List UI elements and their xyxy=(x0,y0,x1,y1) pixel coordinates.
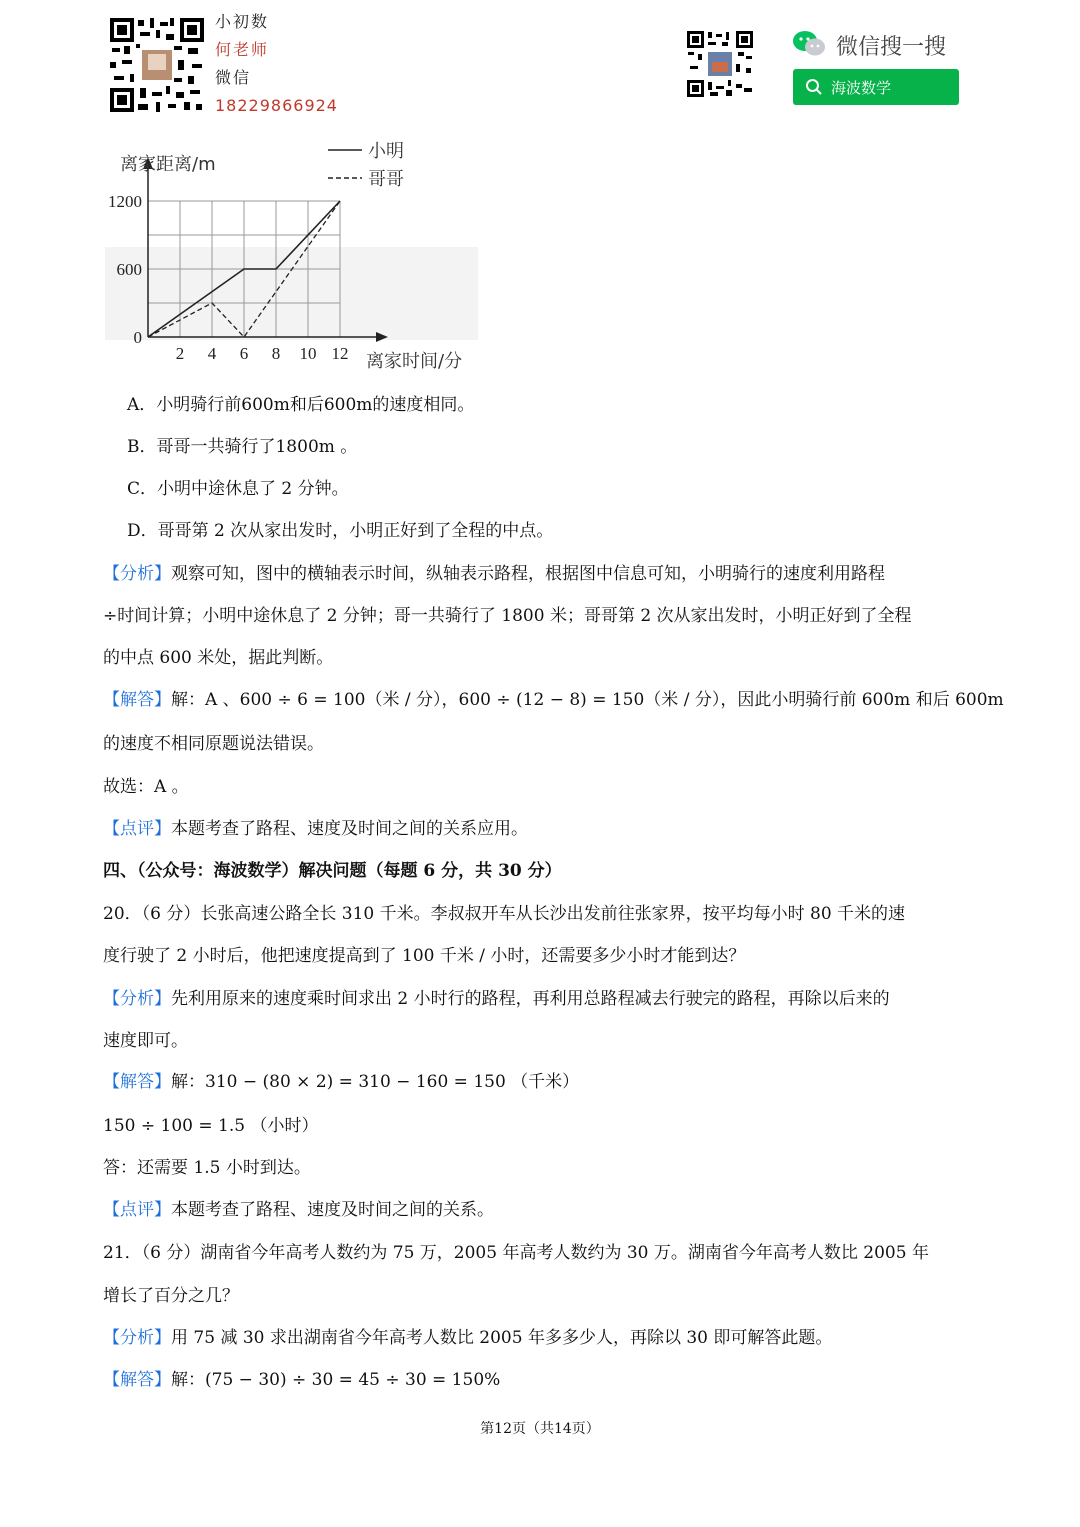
comment-tag: 【点评】 xyxy=(103,1200,171,1220)
option-d: D．哥哥第 2 次从家出发时，小明正好到了全程的中点。 xyxy=(127,521,554,541)
y-tick-label: 0 xyxy=(133,328,142,347)
wechat-search-box[interactable] xyxy=(793,69,959,105)
comment-tag: 【点评】 xyxy=(103,819,171,839)
qr-code-right xyxy=(686,30,754,98)
option-a: A．小明骑行前600m和后600m的速度相同。 xyxy=(127,395,475,415)
answer-text: 解：A 、600 ÷ 6 = 100（米 / 分），600 ÷ (12 − 8) = 150（米 / 分），因此小明骑行前 600m 和后 600m xyxy=(171,690,1004,710)
answer-tag: 【解答】 xyxy=(103,690,171,710)
wechat-search-title: 微信搜一搜 xyxy=(836,35,947,60)
header-note-2: 何老师 xyxy=(215,40,270,59)
analysis-text: 观察可知，图中的横轴表示时间，纵轴表示路程，根据图中信息可知，小明骑行的速度利用路程 xyxy=(171,564,885,584)
q20-answer-line-3: 答：还需要 1.5 小时到达。 xyxy=(103,1158,311,1178)
q19-comment xyxy=(103,817,528,841)
q20-answer-line-1 xyxy=(103,1070,579,1094)
analysis-text: 先利用原来的速度乘时间求出 2 小时行的路程，再利用总路程减去行驶完的路程，再除以后来的 xyxy=(171,989,890,1009)
chart-svg xyxy=(100,135,500,380)
option-b: B．哥哥一共骑行了1800m 。 xyxy=(127,437,358,457)
q19-answer-line-1 xyxy=(103,688,1004,712)
x-tick-label: 12 xyxy=(331,344,349,363)
chart-legend xyxy=(328,141,404,190)
q19-analysis-line-3: 的中点 600 米处，据此判断。 xyxy=(103,648,334,668)
answer-tag: 【解答】 xyxy=(103,1072,171,1092)
x-tick-label: 8 xyxy=(271,344,281,363)
legend-label-2: 哥哥 xyxy=(368,169,404,190)
q19-analysis-line-2: ÷时间计算；小明中途休息了 2 分钟；哥一共骑行了 1800 米；哥哥第 2 次从家出发时，小明正好到了全程 xyxy=(103,606,912,626)
y-axis-label: 离家距离/m xyxy=(120,154,216,175)
legend-label-1: 小明 xyxy=(368,141,404,162)
x-tick-label: 4 xyxy=(207,344,217,363)
analysis-tag: 【分析】 xyxy=(103,1328,171,1348)
header-note-3: 微信 xyxy=(215,68,252,87)
q21-answer xyxy=(103,1368,500,1392)
qr-code-left xyxy=(108,16,206,114)
comment-text: 本题考查了路程、速度及时间之间的关系。 xyxy=(171,1200,494,1220)
answer-tag: 【解答】 xyxy=(103,1370,171,1390)
q19-choice: 故选：A 。 xyxy=(103,777,189,797)
header-note-1: 小初数 xyxy=(215,12,270,31)
analysis-tag: 【分析】 xyxy=(103,989,171,1009)
page-footer: 第12页（共14页） xyxy=(480,1421,600,1437)
answer-text: 解：(75 − 30) ÷ 30 = 45 ÷ 30 = 150% xyxy=(171,1370,501,1390)
q21-text-line-2: 增长了百分之几？ xyxy=(103,1286,239,1306)
search-icon xyxy=(805,78,823,96)
x-tick-label: 6 xyxy=(239,344,249,363)
q20-text-line-2: 度行驶了 2 小时后，他把速度提高到了 100 千米 / 小时，还需要多少小时才能到达？ xyxy=(103,946,746,966)
analysis-tag: 【分析】 xyxy=(103,564,171,584)
q20-analysis-line-1 xyxy=(103,987,890,1011)
q20-text-line-1: 20．（6 分）长张高速公路全长 310 千米。李叔叔开车从长沙出发前往张家界，按平均每小时 80 千米的速 xyxy=(103,904,906,924)
x-axis-label: 离家时间/分 xyxy=(366,351,463,372)
distance-time-chart xyxy=(100,135,500,380)
q19-analysis-line-1 xyxy=(103,562,885,586)
q21-text-line-1: 21．（6 分）湖南省今年高考人数约为 75 万，2005 年高考人数约为 30 万。湖南省今年高考人数比 2005 年 xyxy=(103,1243,929,1263)
x-tick-label: 10 xyxy=(299,344,317,363)
x-tick-label: 2 xyxy=(175,344,185,363)
q21-analysis xyxy=(103,1326,832,1350)
q20-analysis-line-2: 速度即可。 xyxy=(103,1031,188,1051)
search-label: 海波数学 xyxy=(831,78,892,97)
y-tick-label: 1200 xyxy=(108,192,142,211)
q19-answer-line-2: 的速度不相同原题说法错误。 xyxy=(103,734,324,754)
option-c: C．小明中途休息了 2 分钟。 xyxy=(127,479,349,499)
q20-answer-line-2: 150 ÷ 100 = 1.5 （小时） xyxy=(103,1116,319,1136)
y-tick-label: 600 xyxy=(116,260,142,279)
analysis-text: 用 75 减 30 求出湖南省今年高考人数比 2005 年多多少人，再除以 30 即可解答此题。 xyxy=(171,1328,833,1348)
wechat-logo-icon xyxy=(792,30,826,58)
section-heading: 四、（公众号：海波数学）解决问题（每题 6 分，共 30 分） xyxy=(103,861,562,881)
comment-text: 本题考查了路程、速度及时间之间的关系应用。 xyxy=(171,819,528,839)
header-phone: 18229866924 xyxy=(215,96,338,115)
answer-text: 解：310 − (80 × 2) = 310 − 160 = 150 （千米） xyxy=(171,1072,580,1092)
q20-comment xyxy=(103,1198,494,1222)
